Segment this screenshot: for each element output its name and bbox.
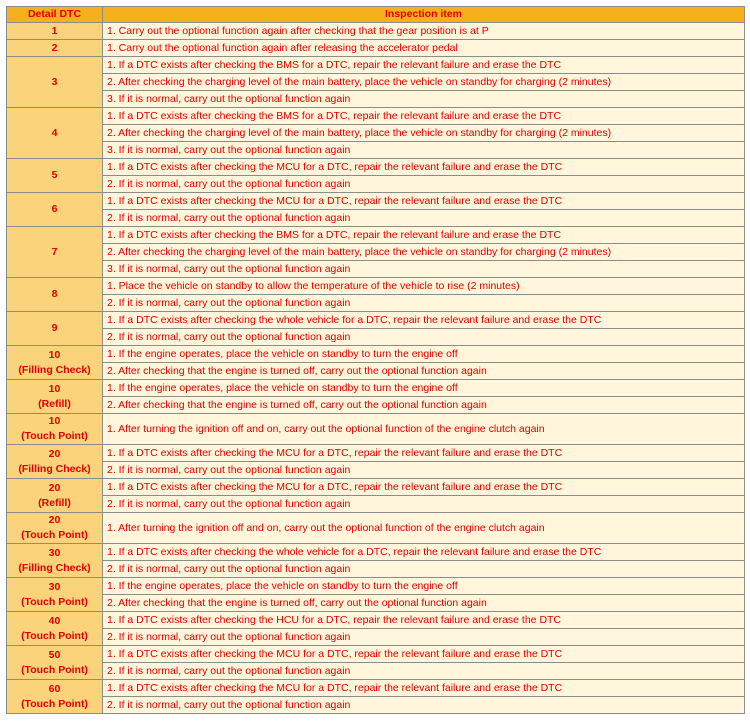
inspection-step: 1. If a DTC exists after checking the whole vehicle for a DTC, repair the relevant failure and erase the DTC — [103, 544, 745, 561]
table-row — [7, 244, 745, 261]
dtc-code-cell — [7, 346, 103, 380]
table-row — [7, 496, 745, 513]
dtc-code: 6 — [51, 203, 58, 215]
dtc-code-cell — [7, 513, 103, 544]
inspection-step: 3. If it is normal, carry out the optional function again — [103, 91, 745, 108]
dtc-code-cell — [7, 544, 103, 578]
table-row — [7, 544, 745, 561]
dtc-code-cell — [7, 445, 103, 479]
table-row — [7, 397, 745, 414]
inspection-step: 2. After checking that the engine is turned off, carry out the optional function again — [103, 397, 745, 414]
inspection-step: 2. If it is normal, carry out the optional function again — [103, 496, 745, 513]
dtc-code: 30 — [48, 580, 61, 593]
inspection-step: 2. After checking the charging level of the main battery, place the vehicle on standby for charging (2 minutes) — [103, 125, 745, 142]
table-row — [7, 40, 745, 57]
inspection-step: 1. If a DTC exists after checking the whole vehicle for a DTC, repair the relevant failure and erase the DTC — [103, 312, 745, 329]
dtc-code-cell — [7, 414, 103, 445]
dtc-code-qualifier: (Touch Point) — [21, 430, 88, 442]
dtc-code-qualifier: (Refill) — [38, 397, 71, 410]
table-row — [7, 629, 745, 646]
document-page — [6, 6, 745, 714]
table-row — [7, 578, 745, 595]
dtc-code-qualifier: (Touch Point) — [21, 663, 88, 676]
dtc-inspection-table — [6, 6, 745, 714]
dtc-code-qualifier: (Refill) — [38, 496, 71, 509]
table-row — [7, 278, 745, 295]
dtc-code-qualifier: (Touch Point) — [21, 595, 88, 608]
dtc-code: 30 — [48, 546, 61, 559]
table-row — [7, 193, 745, 210]
dtc-code-cell — [7, 312, 103, 346]
inspection-step: 1. If a DTC exists after checking the MCU for a DTC, repair the relevant failure and erase the DTC — [103, 193, 745, 210]
dtc-code: 20 — [48, 447, 61, 460]
dtc-code-cell — [7, 193, 103, 227]
dtc-code: 2 — [51, 41, 58, 54]
table-row — [7, 176, 745, 193]
dtc-code-cell — [7, 612, 103, 646]
table-row — [7, 23, 745, 40]
inspection-step: 1. If the engine operates, place the vehicle on standby to turn the engine off — [103, 578, 745, 595]
dtc-code: 10 — [48, 382, 61, 395]
dtc-code-cell — [7, 227, 103, 278]
table-row — [7, 74, 745, 91]
table-row — [7, 159, 745, 176]
dtc-code-qualifier: (Filling Check) — [18, 462, 91, 475]
dtc-code-cell — [7, 578, 103, 612]
inspection-step: 2. If it is normal, carry out the optional function again — [103, 561, 745, 578]
inspection-step: 1. If a DTC exists after checking the BMS for a DTC, repair the relevant failure and erase the DTC — [103, 108, 745, 125]
dtc-code-cell — [7, 479, 103, 513]
inspection-step: 1. If a DTC exists after checking the MCU for a DTC, repair the relevant failure and erase the DTC — [103, 479, 745, 496]
dtc-code-qualifier: (Touch Point) — [21, 529, 88, 541]
table-row — [7, 210, 745, 227]
dtc-code-cell — [7, 23, 103, 40]
dtc-code-qualifier: (Filling Check) — [18, 561, 91, 574]
inspection-step: 2. If it is normal, carry out the optional function again — [103, 697, 745, 714]
table-row — [7, 513, 745, 544]
inspection-step: 3. If it is normal, carry out the optional function again — [103, 261, 745, 278]
table-row — [7, 363, 745, 380]
dtc-code: 60 — [48, 682, 61, 695]
inspection-step: 2. If it is normal, carry out the optional function again — [103, 629, 745, 646]
table-row — [7, 295, 745, 312]
inspection-step: 1. If a DTC exists after checking the BMS for a DTC, repair the relevant failure and erase the DTC — [103, 227, 745, 244]
table-row — [7, 479, 745, 496]
header-inspection-item: Inspection item — [103, 7, 745, 23]
inspection-step: 2. If it is normal, carry out the optional function again — [103, 663, 745, 680]
dtc-code: 9 — [51, 322, 58, 334]
table-body — [7, 23, 745, 714]
dtc-code: 20 — [48, 481, 61, 494]
inspection-step: 1. Carry out the optional function again after releasing the accelerator pedal — [103, 40, 745, 57]
inspection-step: 1. If a DTC exists after checking the MCU for a DTC, repair the relevant failure and erase the DTC — [103, 680, 745, 697]
dtc-code-cell — [7, 108, 103, 159]
table-row — [7, 697, 745, 714]
table-row — [7, 329, 745, 346]
table-row — [7, 91, 745, 108]
table-row — [7, 125, 745, 142]
inspection-step: 1. Place the vehicle on standby to allow the temperature of the vehicle to rise (2 minutes) — [103, 278, 745, 295]
dtc-code-cell — [7, 278, 103, 312]
dtc-code: 50 — [48, 648, 61, 661]
dtc-code-qualifier: (Filling Check) — [18, 363, 91, 376]
dtc-code: 10 — [48, 348, 61, 361]
inspection-step: 2. If it is normal, carry out the optional function again — [103, 176, 745, 193]
table-row — [7, 561, 745, 578]
inspection-step: 1. If the engine operates, place the vehicle on standby to turn the engine off — [103, 346, 745, 363]
dtc-code-cell — [7, 380, 103, 414]
table-row — [7, 595, 745, 612]
inspection-step: 1. If the engine operates, place the vehicle on standby to turn the engine off — [103, 380, 745, 397]
dtc-code: 1 — [51, 24, 58, 37]
dtc-code: 40 — [48, 614, 61, 627]
inspection-step: 2. After checking that the engine is turned off, carry out the optional function again — [103, 595, 745, 612]
table-row — [7, 142, 745, 159]
inspection-step: 1. After turning the ignition off and on, carry out the optional function of the engine clutch again — [103, 513, 745, 544]
dtc-code: 4 — [51, 126, 58, 139]
inspection-step: 1. After turning the ignition off and on, carry out the optional function of the engine clutch again — [103, 414, 745, 445]
inspection-step: 2. If it is normal, carry out the optional function again — [103, 462, 745, 479]
table-row — [7, 663, 745, 680]
dtc-code-cell — [7, 159, 103, 193]
inspection-step: 1. Carry out the optional function again after checking that the gear position is at P — [103, 23, 745, 40]
table-row — [7, 646, 745, 663]
dtc-code-qualifier: (Touch Point) — [21, 629, 88, 642]
dtc-code: 5 — [51, 169, 58, 181]
inspection-step: 1. If a DTC exists after checking the HCU for a DTC, repair the relevant failure and erase the DTC — [103, 612, 745, 629]
table-row — [7, 462, 745, 479]
dtc-code: 3 — [51, 75, 58, 88]
dtc-code-cell — [7, 646, 103, 680]
inspection-step: 1. If a DTC exists after checking the MCU for a DTC, repair the relevant failure and erase the DTC — [103, 445, 745, 462]
inspection-step: 2. After checking the charging level of the main battery, place the vehicle on standby for charging (2 minutes) — [103, 244, 745, 261]
inspection-step: 3. If it is normal, carry out the optional function again — [103, 142, 745, 159]
inspection-step: 1. If a DTC exists after checking the MCU for a DTC, repair the relevant failure and erase the DTC — [103, 646, 745, 663]
inspection-step: 2. If it is normal, carry out the optional function again — [103, 329, 745, 346]
table-row — [7, 612, 745, 629]
dtc-code: 7 — [51, 245, 58, 258]
table-row — [7, 57, 745, 74]
inspection-step: 2. If it is normal, carry out the optional function again — [103, 295, 745, 312]
table-row — [7, 227, 745, 244]
inspection-step: 1. If a DTC exists after checking the BMS for a DTC, repair the relevant failure and erase the DTC — [103, 57, 745, 74]
header-detail-dtc: Detail DTC — [7, 7, 103, 23]
dtc-code: 8 — [51, 288, 58, 300]
inspection-step: 2. If it is normal, carry out the optional function again — [103, 210, 745, 227]
table-row — [7, 261, 745, 278]
table-row — [7, 346, 745, 363]
table-row — [7, 414, 745, 445]
table-header-row — [7, 7, 745, 23]
inspection-step: 2. After checking that the engine is turned off, carry out the optional function again — [103, 363, 745, 380]
table-row — [7, 108, 745, 125]
table-row — [7, 445, 745, 462]
dtc-code-cell — [7, 57, 103, 108]
table-row — [7, 380, 745, 397]
dtc-code-qualifier: (Touch Point) — [21, 697, 88, 710]
table-row — [7, 312, 745, 329]
inspection-step: 2. After checking the charging level of the main battery, place the vehicle on standby for charging (2 minutes) — [103, 74, 745, 91]
dtc-code-cell — [7, 40, 103, 57]
dtc-code: 10 — [48, 415, 61, 427]
table-row — [7, 680, 745, 697]
dtc-code: 20 — [48, 514, 61, 526]
inspection-step: 1. If a DTC exists after checking the MCU for a DTC, repair the relevant failure and erase the DTC — [103, 159, 745, 176]
dtc-code-cell — [7, 680, 103, 714]
